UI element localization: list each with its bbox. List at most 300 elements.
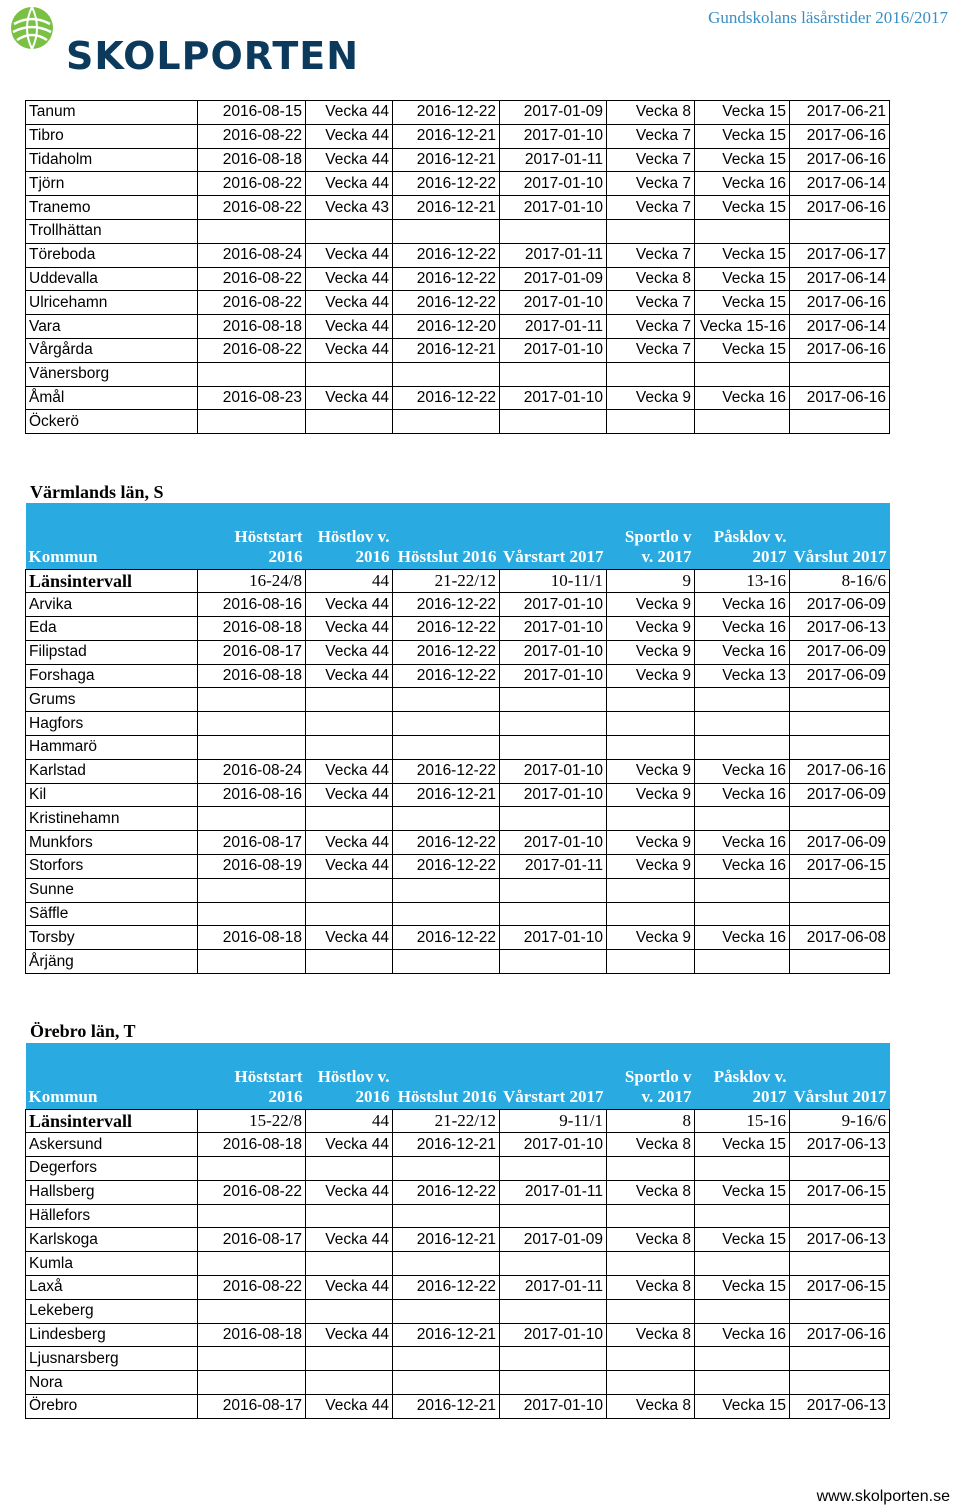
- municipality-name: Karlskoga: [26, 1228, 198, 1252]
- table-cell: [607, 219, 695, 243]
- table-cell: [393, 878, 500, 902]
- column-header: Påsklov v. 2017: [695, 503, 790, 569]
- table-cell: 2016-12-21: [393, 338, 500, 362]
- table-cell: Vecka 16: [695, 640, 790, 664]
- table-cell: [500, 362, 607, 386]
- table-cell: Vecka 16: [695, 593, 790, 617]
- column-header: Höststart 2016: [198, 1043, 306, 1109]
- table-row: [26, 1371, 890, 1395]
- column-header: Påsklov v. 2017: [695, 1043, 790, 1109]
- table-cell: Vecka 7: [607, 124, 695, 148]
- table-cell: [198, 878, 306, 902]
- table-cell: 2016-12-22: [393, 386, 500, 410]
- table-cell: [393, 950, 500, 974]
- table-row: [26, 1323, 890, 1347]
- table-cell: [393, 712, 500, 736]
- table-cell: 2016-12-22: [393, 759, 500, 783]
- table-cell: [393, 219, 500, 243]
- table-cell: 2017-06-16: [790, 338, 890, 362]
- table-cell: [306, 807, 393, 831]
- table-row: [26, 807, 890, 831]
- page-header: [0, 0, 960, 80]
- municipality-name: Hagfors: [26, 712, 198, 736]
- municipality-name: Grums: [26, 688, 198, 712]
- column-header: Sportlo v v. 2017: [607, 1043, 695, 1109]
- table-cell: [198, 1204, 306, 1228]
- table-cell: 2017-01-11: [500, 315, 607, 339]
- table-row: [26, 291, 890, 315]
- table-cell: Vecka 8: [607, 1133, 695, 1157]
- table-cell: 2016-08-22: [198, 338, 306, 362]
- table-cell: 2017-01-10: [500, 1395, 607, 1419]
- table-row: [26, 1204, 890, 1228]
- table-cell: 2017-01-10: [500, 640, 607, 664]
- table-cell: [695, 950, 790, 974]
- table-cell: [500, 1252, 607, 1276]
- table-cell: 44: [306, 1109, 393, 1133]
- table-cell: 2017-01-10: [500, 1323, 607, 1347]
- table-cell: [695, 410, 790, 434]
- table-cell: [306, 219, 393, 243]
- municipality-name: Hallsberg: [26, 1180, 198, 1204]
- table-cell: [790, 1204, 890, 1228]
- skolporten-logo[interactable]: [8, 4, 360, 78]
- table-cell: [607, 1252, 695, 1276]
- table-cell: 2017-06-09: [790, 664, 890, 688]
- table-cell: Vecka 15: [695, 1395, 790, 1419]
- column-header: Vårstart 2017: [500, 1043, 607, 1109]
- municipality-name: Öckerö: [26, 410, 198, 434]
- table-row: [26, 617, 890, 641]
- municipality-name: Forshaga: [26, 664, 198, 688]
- table-cell: 2017-01-09: [500, 267, 607, 291]
- table-cell: Vecka 7: [607, 172, 695, 196]
- table-cell: Vecka 15: [695, 1276, 790, 1300]
- table-cell: 2016-08-17: [198, 831, 306, 855]
- table-cell: 2016-12-22: [393, 926, 500, 950]
- municipality-name: Tanum: [26, 101, 198, 125]
- table-cell: 2017-06-15: [790, 855, 890, 879]
- table-cell: 2016-12-21: [393, 1228, 500, 1252]
- table-cell: 2016-08-17: [198, 1228, 306, 1252]
- table-cell: 2016-08-22: [198, 124, 306, 148]
- table-cell: 2016-12-22: [393, 664, 500, 688]
- table-cell: 2017-06-21: [790, 101, 890, 125]
- table-cell: 2016-08-19: [198, 855, 306, 879]
- municipality-name: Tjörn: [26, 172, 198, 196]
- table-cell: 2016-08-18: [198, 148, 306, 172]
- table-cell: [500, 410, 607, 434]
- table-cell: Vecka 9: [607, 617, 695, 641]
- table-cell: [790, 878, 890, 902]
- table-cell: [198, 1252, 306, 1276]
- table-cell: [607, 807, 695, 831]
- municipality-name: Lekeberg: [26, 1299, 198, 1323]
- logo-text: SKOLPORTEN: [66, 34, 360, 78]
- table-cell: Vecka 16: [695, 926, 790, 950]
- table-cell: Vecka 8: [607, 1180, 695, 1204]
- table-cell: 2017-01-10: [500, 196, 607, 220]
- table-cell: 2016-12-21: [393, 1323, 500, 1347]
- municipality-name: Kumla: [26, 1252, 198, 1276]
- table-cell: [306, 1204, 393, 1228]
- municipality-name: Degerfors: [26, 1157, 198, 1181]
- table-row: [26, 219, 890, 243]
- table-cell: [500, 688, 607, 712]
- municipality-name: Ulricehamn: [26, 291, 198, 315]
- table-cell: [393, 1299, 500, 1323]
- table-cell: Länsintervall: [26, 569, 198, 593]
- table-row: [26, 1180, 890, 1204]
- table-cell: [393, 1371, 500, 1395]
- table-cell: Vecka 44: [306, 617, 393, 641]
- table-row: [26, 878, 890, 902]
- table-cell: [393, 410, 500, 434]
- table-cell: [393, 902, 500, 926]
- table-cell: [500, 902, 607, 926]
- table-cell: 2016-08-18: [198, 315, 306, 339]
- table-cell: [790, 807, 890, 831]
- table-cell: 2016-08-18: [198, 664, 306, 688]
- table-cell: 2017-01-10: [500, 759, 607, 783]
- table-row: [26, 124, 890, 148]
- table-cell: 2017-06-16: [790, 196, 890, 220]
- table-cell: 2017-01-10: [500, 172, 607, 196]
- table-cell: 2017-01-10: [500, 386, 607, 410]
- table-cell: Vecka 44: [306, 1395, 393, 1419]
- table-cell: Vecka 9: [607, 855, 695, 879]
- table-cell: 2017-06-14: [790, 267, 890, 291]
- table-cell: 2017-01-11: [500, 855, 607, 879]
- table-cell: Vecka 9: [607, 664, 695, 688]
- table-row: [26, 1252, 890, 1276]
- municipality-name: Trollhättan: [26, 219, 198, 243]
- table-cell: 2016-12-22: [393, 593, 500, 617]
- table-cell: 2016-12-22: [393, 617, 500, 641]
- table-cell: 2017-01-10: [500, 926, 607, 950]
- table-cell: 2016-12-22: [393, 172, 500, 196]
- municipality-name: Eda: [26, 617, 198, 641]
- table-cell: 2016-08-22: [198, 267, 306, 291]
- municipality-name: Kil: [26, 783, 198, 807]
- municipality-name: Karlstad: [26, 759, 198, 783]
- table-cell: [198, 219, 306, 243]
- table-cell: 9-16/6: [790, 1109, 890, 1133]
- table-cell: 2016-08-22: [198, 1180, 306, 1204]
- table-cell: [306, 1299, 393, 1323]
- table-cell: [306, 712, 393, 736]
- table-cell: 2017-06-14: [790, 172, 890, 196]
- column-header: Kommun: [26, 1043, 198, 1109]
- table-cell: 10-11/1: [500, 569, 607, 593]
- table-cell: 2016-08-16: [198, 593, 306, 617]
- table-cell: [393, 1252, 500, 1276]
- table-cell: 9-11/1: [500, 1109, 607, 1133]
- table-row: [26, 315, 890, 339]
- table-row: [26, 386, 890, 410]
- table-row: [26, 1228, 890, 1252]
- table-cell: [198, 807, 306, 831]
- table-cell: Vecka 15: [695, 338, 790, 362]
- municipality-name: Torsby: [26, 926, 198, 950]
- table-cell: Vecka 16: [695, 783, 790, 807]
- table-cell: Vecka 44: [306, 640, 393, 664]
- table-cell: 2016-12-21: [393, 148, 500, 172]
- table-cell: Vecka 15-16: [695, 315, 790, 339]
- table-cell: [393, 736, 500, 760]
- column-header: Höststart 2016: [198, 503, 306, 569]
- table-cell: [393, 807, 500, 831]
- table-cell: [393, 362, 500, 386]
- table-cell: [306, 736, 393, 760]
- table-cell: 2017-01-09: [500, 1228, 607, 1252]
- table-cell: [790, 1299, 890, 1323]
- table-cell: [607, 410, 695, 434]
- table-cell: 2017-06-15: [790, 1180, 890, 1204]
- table-cell: 2016-08-22: [198, 291, 306, 315]
- table-cell: 2017-06-16: [790, 291, 890, 315]
- table-cell: Vecka 15: [695, 148, 790, 172]
- table-cell: 2017-06-09: [790, 640, 890, 664]
- table-row: [26, 1347, 890, 1371]
- table-cell: [198, 362, 306, 386]
- table-cell: Vecka 44: [306, 124, 393, 148]
- municipality-name: Vårgårda: [26, 338, 198, 362]
- table-cell: [790, 362, 890, 386]
- table-cell: Vecka 44: [306, 338, 393, 362]
- table-cell: Vecka 44: [306, 593, 393, 617]
- table-cell: 2016-08-16: [198, 783, 306, 807]
- table-row: [26, 196, 890, 220]
- table-cell: [790, 950, 890, 974]
- table-cell: 2016-08-18: [198, 1133, 306, 1157]
- table-cell: 2016-12-22: [393, 855, 500, 879]
- table-cell: Vecka 15: [695, 243, 790, 267]
- table-cell: Vecka 44: [306, 1323, 393, 1347]
- municipality-name: Hällefors: [26, 1204, 198, 1228]
- table-cell: Vecka 15: [695, 124, 790, 148]
- table-cell: Vecka 8: [607, 1395, 695, 1419]
- table-cell: 2017-06-16: [790, 124, 890, 148]
- table-cell: [790, 736, 890, 760]
- table-cell: Vecka 44: [306, 1228, 393, 1252]
- table-cell: [500, 878, 607, 902]
- table-cell: Vecka 8: [607, 1323, 695, 1347]
- column-header-row: [26, 1043, 890, 1109]
- table-cell: 2017-06-17: [790, 243, 890, 267]
- table-cell: [198, 688, 306, 712]
- table-cell: [607, 1371, 695, 1395]
- table-cell: [306, 1157, 393, 1181]
- table-cell: [500, 736, 607, 760]
- table-cell: 2017-01-11: [500, 1276, 607, 1300]
- table-cell: Vecka 8: [607, 101, 695, 125]
- table-cell: [695, 807, 790, 831]
- municipality-name: Arvika: [26, 593, 198, 617]
- table-cell: [306, 878, 393, 902]
- table-row: [26, 338, 890, 362]
- table-cell: [790, 410, 890, 434]
- table-cell: 2017-01-10: [500, 664, 607, 688]
- municipality-name: Vänersborg: [26, 362, 198, 386]
- table-cell: 2016-08-22: [198, 172, 306, 196]
- table-cell: Vecka 9: [607, 386, 695, 410]
- column-header: Vårslut 2017: [790, 1043, 890, 1109]
- table-cell: Vecka 44: [306, 243, 393, 267]
- table-cell: 2016-08-22: [198, 1276, 306, 1300]
- table-cell: Vecka 16: [695, 617, 790, 641]
- table-cell: [500, 1299, 607, 1323]
- table-cell: [393, 1157, 500, 1181]
- table-cell: Vecka 44: [306, 315, 393, 339]
- table-cell: Vecka 16: [695, 855, 790, 879]
- table-cell: [500, 1204, 607, 1228]
- table-cell: 2017-01-11: [500, 1180, 607, 1204]
- municipality-name: Sunne: [26, 878, 198, 902]
- table-cell: Vecka 44: [306, 386, 393, 410]
- table-cell: 2016-12-22: [393, 291, 500, 315]
- table-cell: 2016-12-21: [393, 196, 500, 220]
- table-cell: Vecka 15: [695, 1228, 790, 1252]
- table-cell: 15-16: [695, 1109, 790, 1133]
- table-cell: [695, 712, 790, 736]
- region-title: Värmlands län, S: [30, 482, 164, 502]
- table-cell: 9: [607, 569, 695, 593]
- table-cell: Vecka 15: [695, 1133, 790, 1157]
- table-cell: 2016-12-22: [393, 243, 500, 267]
- table-cell: 2017-01-10: [500, 291, 607, 315]
- table-cell: 2017-01-10: [500, 124, 607, 148]
- municipality-name: Hammarö: [26, 736, 198, 760]
- table-cell: Vecka 16: [695, 831, 790, 855]
- table-row: [26, 664, 890, 688]
- table-cell: Vecka 9: [607, 831, 695, 855]
- table-cell: 2016-08-18: [198, 1323, 306, 1347]
- table-cell: [790, 1347, 890, 1371]
- table-cell: [607, 878, 695, 902]
- table-cell: Vecka 16: [695, 1323, 790, 1347]
- table-row: [26, 593, 890, 617]
- table-cell: Vecka 44: [306, 291, 393, 315]
- municipality-name: Ljusnarsberg: [26, 1347, 198, 1371]
- table-cell: [607, 950, 695, 974]
- table-cell: 2016-12-22: [393, 831, 500, 855]
- table-cell: 2017-01-10: [500, 338, 607, 362]
- table-cell: 2016-08-18: [198, 617, 306, 641]
- region-title: Örebro län, T: [30, 1021, 136, 1041]
- table-cell: 2016-12-22: [393, 267, 500, 291]
- table-cell: 8-16/6: [790, 569, 890, 593]
- table-cell: Vecka 15: [695, 101, 790, 125]
- table-row: [26, 243, 890, 267]
- table-cell: 2016-08-17: [198, 1395, 306, 1419]
- municipality-name: Töreboda: [26, 243, 198, 267]
- table-cell: [198, 1371, 306, 1395]
- table-cell: [607, 1157, 695, 1181]
- table-cell: 2017-06-09: [790, 593, 890, 617]
- table-cell: 2017-01-10: [500, 617, 607, 641]
- table-cell: [790, 688, 890, 712]
- table-cell: [198, 1157, 306, 1181]
- table-cell: Vecka 15: [695, 291, 790, 315]
- table-cell: [607, 362, 695, 386]
- region-table-varmland: [25, 503, 890, 974]
- table-cell: 2017-06-08: [790, 926, 890, 950]
- table-cell: 2017-06-16: [790, 148, 890, 172]
- table-cell: 2016-12-21: [393, 124, 500, 148]
- table-cell: Vecka 44: [306, 1133, 393, 1157]
- table-row: [26, 712, 890, 736]
- table-cell: 2016-08-22: [198, 196, 306, 220]
- table-cell: 2016-12-22: [393, 1276, 500, 1300]
- table-cell: [393, 1347, 500, 1371]
- table-cell: [695, 1347, 790, 1371]
- table-cell: Vecka 7: [607, 338, 695, 362]
- table-cell: 2017-06-09: [790, 783, 890, 807]
- table-row: [26, 759, 890, 783]
- footer-url[interactable]: www.skolporten.se: [816, 1488, 950, 1505]
- table-cell: Vecka 8: [607, 1228, 695, 1252]
- table-cell: [306, 688, 393, 712]
- table-row: [26, 950, 890, 974]
- column-header: Höstslut 2016: [393, 503, 500, 569]
- table-cell: [790, 712, 890, 736]
- table-row: [26, 855, 890, 879]
- table-cell: [393, 688, 500, 712]
- table-cell: 2016-12-21: [393, 783, 500, 807]
- table-cell: Vecka 43: [306, 196, 393, 220]
- table-row: [26, 101, 890, 125]
- table-cell: [607, 688, 695, 712]
- table-cell: Vecka 44: [306, 101, 393, 125]
- table-row: [26, 736, 890, 760]
- table-cell: [790, 902, 890, 926]
- column-header: Vårslut 2017: [790, 503, 890, 569]
- column-header-row: [26, 503, 890, 569]
- table-cell: Vecka 44: [306, 267, 393, 291]
- lansintervall-row: [26, 1109, 890, 1133]
- table-cell: Vecka 8: [607, 1276, 695, 1300]
- table-cell: [500, 1157, 607, 1181]
- table-cell: Vecka 13: [695, 664, 790, 688]
- table-cell: 2017-01-11: [500, 243, 607, 267]
- table-cell: [695, 1371, 790, 1395]
- table-cell: Vecka 44: [306, 926, 393, 950]
- table-cell: Länsintervall: [26, 1109, 198, 1133]
- table-cell: [695, 219, 790, 243]
- table-row: [26, 362, 890, 386]
- table-cell: [500, 950, 607, 974]
- table-cell: Vecka 8: [607, 267, 695, 291]
- column-header: Sportlo v v. 2017: [607, 503, 695, 569]
- table-cell: Vecka 9: [607, 926, 695, 950]
- table-row: [26, 1133, 890, 1157]
- table-row: [26, 1276, 890, 1300]
- table-cell: [695, 736, 790, 760]
- table-cell: 2016-08-24: [198, 243, 306, 267]
- column-header: Höstslut 2016: [393, 1043, 500, 1109]
- table-cell: [790, 1157, 890, 1181]
- table-cell: [500, 807, 607, 831]
- column-header: Vårstart 2017: [500, 503, 607, 569]
- table-cell: Vecka 44: [306, 831, 393, 855]
- table-cell: [500, 712, 607, 736]
- table-cell: Vecka 15: [695, 267, 790, 291]
- table-cell: [607, 1347, 695, 1371]
- table-row: [26, 783, 890, 807]
- table-cell: [607, 712, 695, 736]
- table-cell: [695, 1204, 790, 1228]
